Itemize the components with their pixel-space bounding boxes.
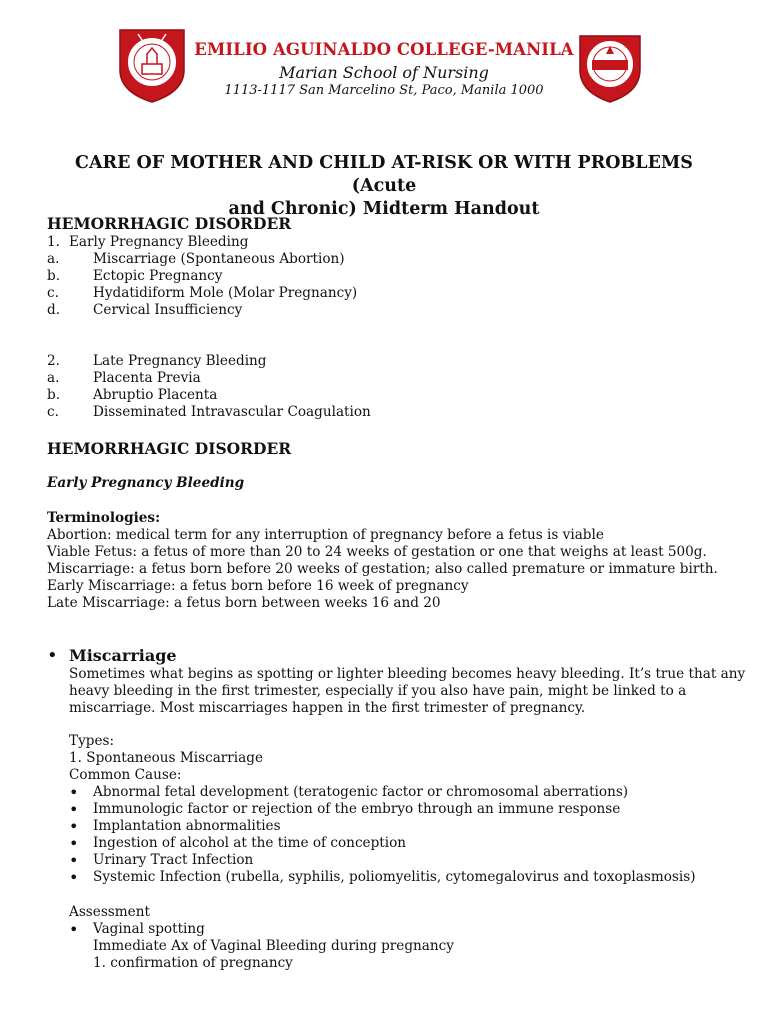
- list-number: 2.: [47, 353, 60, 369]
- list-item: Immunologic factor or rejection of the embryo through an immune response: [93, 801, 621, 817]
- bullet-icon: •: [69, 920, 79, 939]
- section-heading: HEMORRHAGIC DISORDER: [47, 439, 292, 458]
- list-item: Ectopic Pregnancy: [93, 268, 223, 284]
- school-address: 1113-1117 San Marcelino St, Paco, Manila 1000: [224, 83, 544, 98]
- list-item: Abruptio Placenta: [93, 387, 218, 403]
- miscarriage-heading: Miscarriage: [69, 646, 177, 665]
- bullet-icon: •: [69, 783, 79, 802]
- paragraph-line: miscarriage. Most miscarriages happen in the first trimester of pregnancy.: [69, 700, 586, 716]
- section-heading: HEMORRHAGIC DISORDER: [47, 214, 292, 233]
- list-marker: b.: [47, 268, 61, 284]
- bullet-icon: •: [69, 834, 79, 853]
- bullet-icon: •: [69, 868, 79, 887]
- paragraph-line: heavy bleeding in the first trimester, especially if you also have pain, might be linked to a: [69, 683, 687, 699]
- list-item: Systemic Infection (rubella, syphilis, poliomyelitis, cytomegalovirus and toxoplasmosis): [93, 869, 696, 885]
- term-line: Early Miscarriage: a fetus born before 16 week of pregnancy: [47, 578, 469, 594]
- list-marker: c.: [47, 404, 59, 420]
- college-name: EMILIO AGUINALDO COLLEGE-MANILA: [194, 40, 574, 59]
- list-item: Cervical Insufficiency: [93, 302, 243, 318]
- document-title: [40, 152, 728, 221]
- assessment-subline: 1. confirmation of pregnancy: [93, 955, 293, 971]
- term-line: Abortion: medical term for any interruption of pregnancy before a fetus is viable: [47, 527, 604, 543]
- term-line: Viable Fetus: a fetus of more than 20 to 24 weeks of gestation or one that weighs at least 500g.: [47, 544, 707, 560]
- list-item: Early Pregnancy Bleeding: [69, 234, 249, 250]
- list-item: Placenta Previa: [93, 370, 201, 386]
- list-item: Hydatidiform Mole (Molar Pregnancy): [93, 285, 358, 301]
- term-line: Miscarriage: a fetus born before 20 weeks of gestation; also called premature or immature birth.: [47, 561, 718, 577]
- bullet-icon: •: [69, 851, 79, 870]
- bullet-icon: •: [69, 800, 79, 819]
- list-marker: c.: [47, 285, 59, 301]
- list-marker: a.: [47, 370, 60, 386]
- list-marker: b.: [47, 387, 61, 403]
- bullet-icon: •: [47, 645, 58, 666]
- terminologies-label: Terminologies:: [47, 510, 161, 526]
- term-line: Late Miscarriage: a fetus born between weeks 16 and 20: [47, 595, 441, 611]
- title-line-1: CARE OF MOTHER AND CHILD AT-RISK OR WITH PROBLEMS (Acute: [75, 153, 693, 196]
- list-item: Disseminated Intravascular Coagulation: [93, 404, 371, 420]
- list-item: Ingestion of alcohol at the time of conception: [93, 835, 407, 851]
- list-item: Late Pregnancy Bleeding: [93, 353, 267, 369]
- subheading: Early Pregnancy Bleeding: [47, 475, 245, 491]
- list-marker: a.: [47, 251, 60, 267]
- list-number: 1.: [47, 234, 60, 250]
- list-item: Miscarriage (Spontaneous Abortion): [93, 251, 345, 267]
- common-cause-label: Common Cause:: [69, 767, 182, 783]
- types-label: Types:: [69, 733, 115, 749]
- list-item: Abnormal fetal development (teratogenic factor or chromosomal aberrations): [93, 784, 629, 800]
- paragraph-line: Sometimes what begins as spotting or lighter bleeding becomes heavy bleeding. It’s true that any: [69, 666, 746, 682]
- list-item: Implantation abnormalities: [93, 818, 281, 834]
- title-line-2: and Chronic) Midterm Handout: [228, 199, 540, 219]
- bullet-icon: •: [69, 817, 79, 836]
- list-marker: d.: [47, 302, 61, 318]
- assessment-subline: Immediate Ax of Vaginal Bleeding during pregnancy: [93, 938, 454, 954]
- assessment-label: Assessment: [69, 904, 150, 920]
- list-item: Urinary Tract Infection: [93, 852, 254, 868]
- type-item: 1. Spontaneous Miscarriage: [69, 750, 264, 766]
- list-item: Vaginal spotting: [93, 921, 205, 937]
- school-name: Marian School of Nursing: [279, 63, 489, 82]
